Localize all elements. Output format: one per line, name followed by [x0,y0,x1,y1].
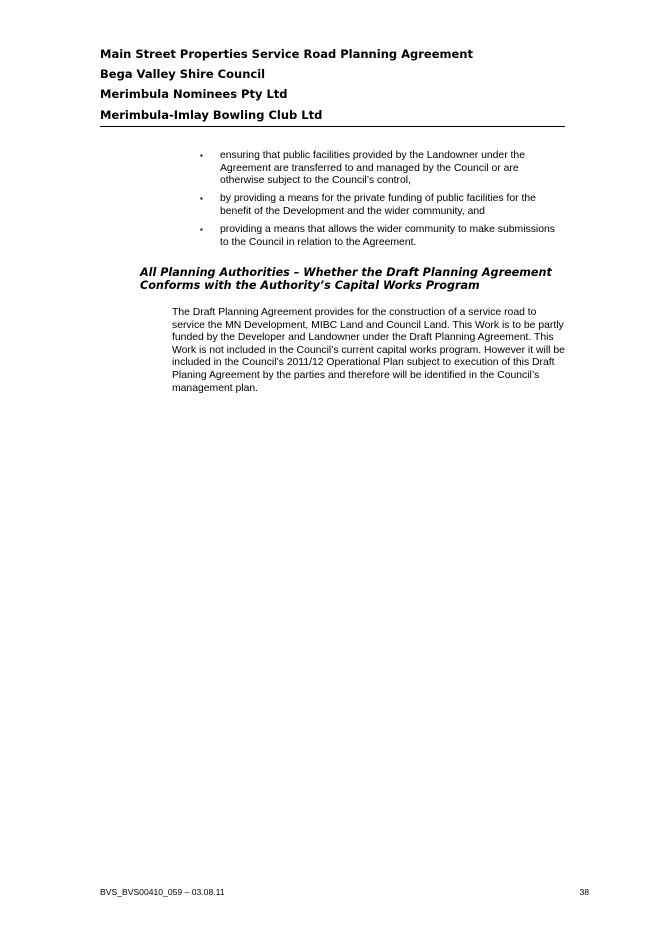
list-item-text: by providing a means for the private funding of public facilities for the benefit of the Development and the wider community, and [220,193,536,217]
header-title: Main Street Properties Service Road Planning Agreement [100,47,473,61]
footer-doc-reference: BVS_BVS00410_059 – 03.08.11 [100,887,225,897]
bullet-square-icon: ▪ [200,151,203,160]
list-item [200,150,565,188]
header-party-council: Bega Valley Shire Council [100,67,266,82]
header-party-bowling-club: Merimbula-Imlay Bowling Club Ltd [100,107,323,122]
footer-page-number: 38 [579,887,589,897]
list-item [200,224,565,249]
list-item [200,193,565,218]
page-header [100,44,565,127]
list-item-text: providing a means that allows the wider community to make submissions to the Council in relation to the Agreement. [220,223,555,248]
list-item-text: ensuring that public facilities provided by the Landowner under the Agreement are transferred to and managed by the Council or are otherwise subject to the Council’s control, [220,150,525,187]
bullet-square-icon: ▪ [200,224,203,234]
section-heading: All Planning Authorities – Whether the Draft Planning Agreement Conforms with the Authority’s Capital Works Program [140,266,552,293]
bullet-square-icon: ▪ [200,194,203,204]
bullet-list [200,150,565,255]
header-party-nominees: Merimbula Nominees Pty Ltd [100,87,288,102]
body-paragraph: The Draft Planning Agreement provides for the construction of a service road to service the MN Development, MIBC Land and Council Land. This Work is to be partly funded by the Developer and Landowner under the Draft Planning Agreement. This Work is not included in the Council’s current capital works program. However it will be included in the Council’s 2011/12 Operational Plan subject to execution of this Draft Planing Agreement by the parties and therefore will be identified in the Council’s management plan. [172,307,565,394]
